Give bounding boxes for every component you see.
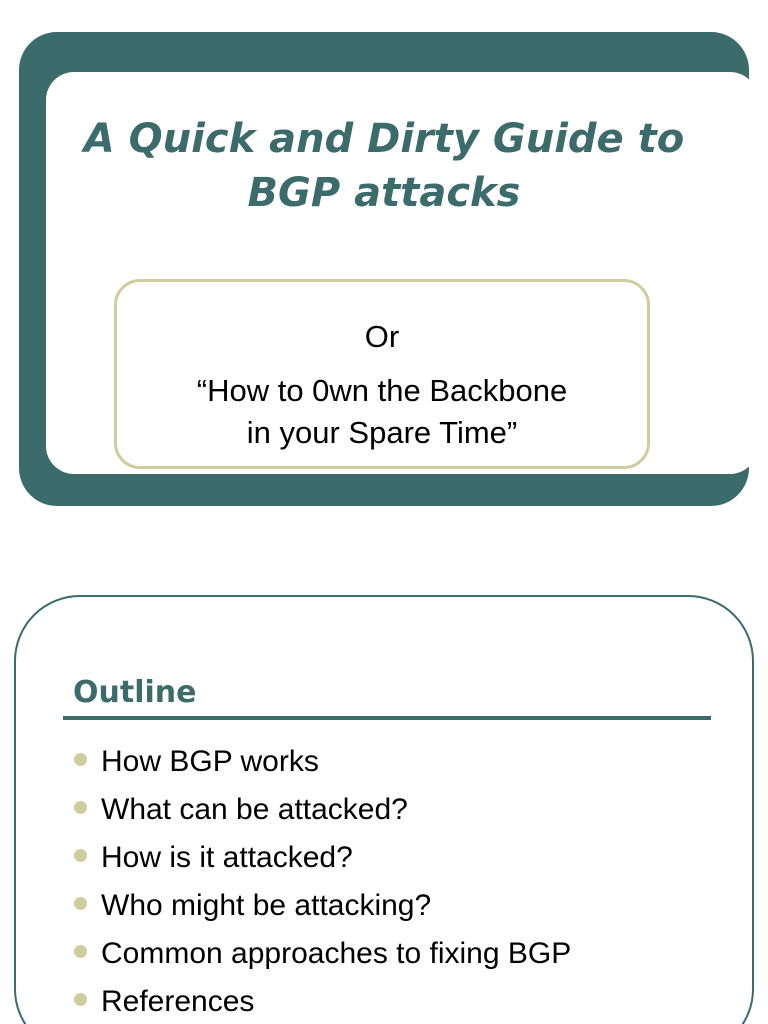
list-item-text: How is it attacked? (101, 841, 353, 874)
subtitle-box (114, 279, 650, 469)
slide-title-line-1: A Quick and Dirty Guide to (83, 116, 685, 162)
bullet-dot-icon (74, 993, 87, 1006)
list-item-text: Common approaches to fixing BGP (101, 937, 572, 970)
list-item-text: Who might be attacking? (101, 889, 432, 922)
list-item (72, 930, 571, 978)
list-item (72, 978, 571, 1024)
bullet-dot-icon (74, 945, 87, 958)
subtitle-line-1: “How to 0wn the Backbone (196, 373, 568, 408)
list-item-text: References (101, 985, 255, 1018)
bullet-dot-icon (74, 897, 87, 910)
list-item (72, 786, 571, 834)
subtitle-or: Or (364, 319, 400, 354)
slide-title (30, 112, 738, 220)
list-item (72, 834, 571, 882)
list-item-text: How BGP works (101, 745, 319, 778)
bullet-dot-icon (74, 753, 87, 766)
list-item (72, 738, 571, 786)
bullet-dot-icon (74, 801, 87, 814)
subtitle-quote (117, 370, 647, 454)
heading-divider (63, 716, 711, 720)
outline-heading: Outline (73, 675, 197, 710)
list-item-text: What can be attacked? (101, 793, 408, 826)
bullet-dot-icon (74, 849, 87, 862)
list-item (72, 882, 571, 930)
outline-list (72, 738, 571, 1024)
subtitle-line-2: in your Spare Time” (246, 415, 518, 450)
slide-title-line-2: BGP attacks (247, 170, 521, 216)
